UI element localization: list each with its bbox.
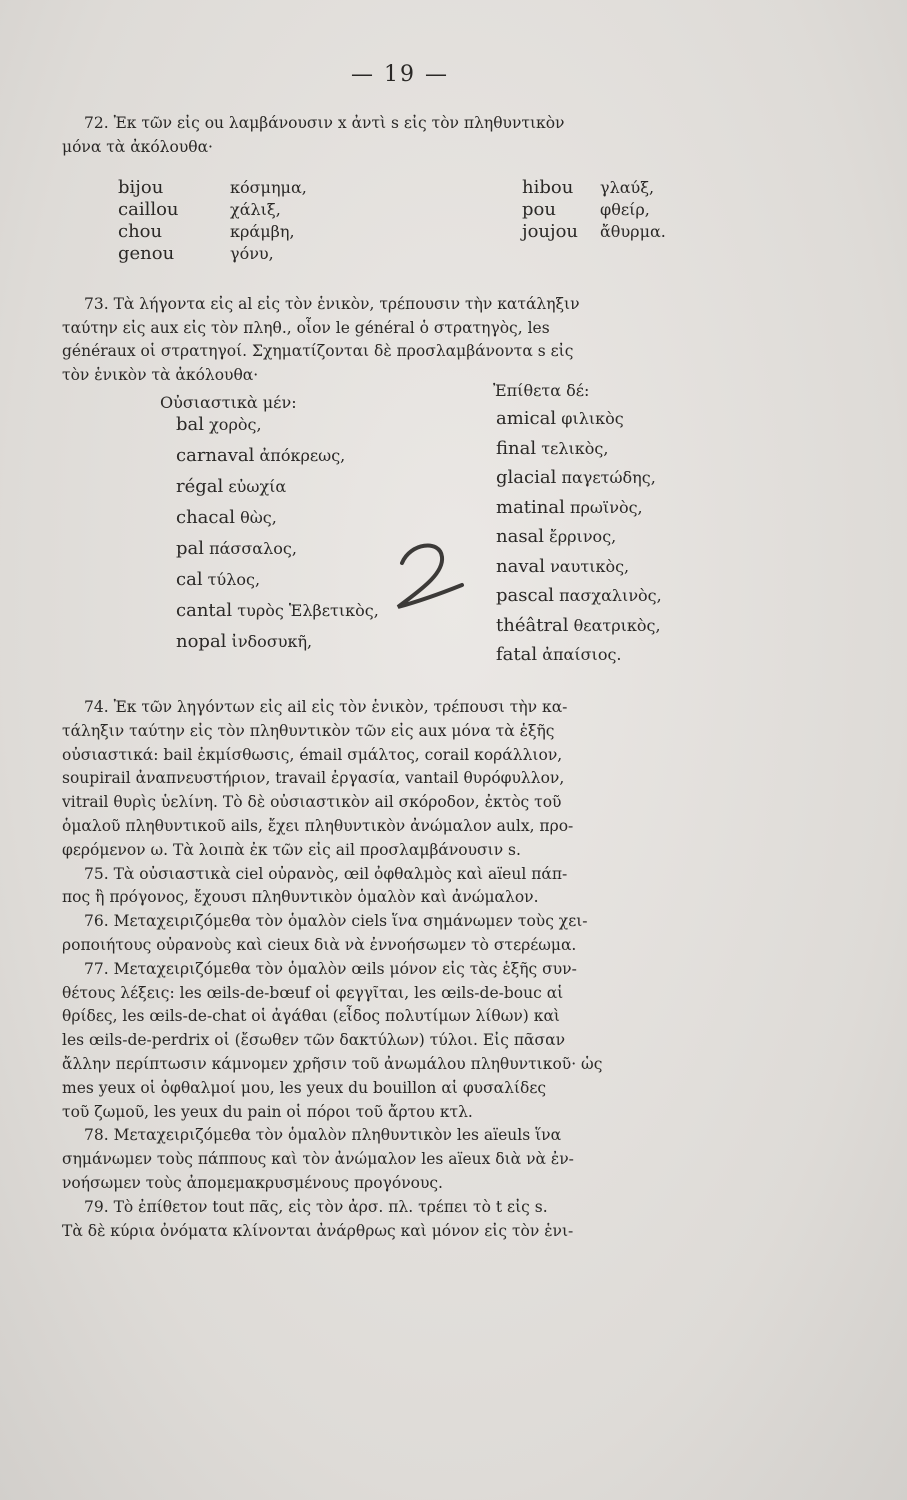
list-item: fatal ἀπαίσιος.	[496, 644, 622, 665]
text-line: 74. Ἐκ τῶν ληγόντων εἰς ail εἰς τὸν ἑνικὸν, τρέπουσι τὴν κα-	[84, 698, 568, 716]
text-line: τὸν ἑνικὸν τὰ ἀκόλουθα·	[62, 365, 259, 384]
adjectives-list	[496, 408, 662, 674]
list-item: cantal τυρὸς Ἑλβετικὸς,	[176, 600, 379, 621]
text-line: 77. Μεταχειριζόμεθα τὸν ὁμαλὸν œils μόνον εἰς τὰς ἑξῆς συν-	[84, 959, 577, 978]
adjectives-header: Ἐπίθετα δέ:	[493, 381, 590, 400]
text-line: τοῦ ζωμοῦ, les yeux du pain οἱ πόροι τοῦ ἄρτου κτλ.	[62, 1102, 473, 1121]
text-line: ἄλλην περίπτωσιν κάμνομεν χρῆσιν τοῦ ἀνωμάλου πληθυντικοῦ· ὡς	[62, 1054, 603, 1073]
text-line: Τὰ δὲ κύρια ὀνόματα κλίνονται ἀνάρθρως καὶ μόνον εἰς τὸν ἑνι-	[62, 1221, 574, 1240]
list-item: amical φιλικὸς	[496, 408, 624, 429]
list-item: régal εὐωχία	[176, 476, 287, 497]
list-item: cal τύλος,	[176, 569, 261, 590]
text-line: mes yeux οἱ ὀφθαλμοί μου, les yeux du bouillon αἱ φυσαλίδες	[62, 1078, 547, 1097]
text-line: les œils-de-perdrix οἱ (ἔσωθεν τῶν δακτύλων) τύλοι. Εἰς πᾶσαν	[62, 1031, 565, 1050]
text-line: 73. Τὰ λήγοντα εἰς al εἰς τὸν ἑνικὸν, τρέπουσιν τὴν κατάληξιν	[84, 295, 580, 313]
nouns-list	[176, 414, 379, 662]
text-line: 75. Τὰ οὐσιαστικὰ ciel οὐρανὸς, œil ὀφθαλμὸς καὶ aïeul πάπ-	[84, 864, 568, 883]
list-item: nopal ἰνδοσυκῆ,	[176, 631, 313, 652]
text-line: 79. Τὸ ἐπίθετον tout πᾶς, εἰς τὸν ἀρσ. πλ. τρέπει τὸ t εἰς s.	[84, 1197, 548, 1216]
text-line: θρίδες, les œils-de-chat οἱ ἀγάθαι (εἶδος πολυτίμων λίθων) καὶ	[62, 1007, 560, 1026]
list-item: genou γόνυ,	[118, 243, 274, 264]
nouns-header: Οὐσιαστικὰ μέν:	[160, 393, 297, 412]
list-item: glacial παγετώδης,	[496, 467, 656, 488]
list-item: chacal θὼς,	[176, 507, 277, 528]
text-line: 72. Ἐκ τῶν εἰς ou λαμβάνουσιν x ἀντὶ s εἰς τὸν πληθυντικὸν	[84, 114, 565, 132]
text-line: νοήσωμεν τοὺς ἀπομεμακρυσμένους προγόνους.	[62, 1173, 443, 1192]
page-number: — 19 —	[351, 62, 449, 87]
list-item: joujou ἄθυρμα.	[522, 221, 666, 242]
list-item: théâtral θεατρικὸς,	[496, 614, 661, 636]
handwritten-pencil-mark	[380, 535, 480, 625]
text-line: θέτους λέξεις: les œils-de-bœuf οἱ φεγγῖται, les œils-de-bouc αἱ	[62, 983, 564, 1002]
text-line: οὐσιαστικά: bail ἐκμίσθωσις, émail σμάλτος, corail κοράλλιον,	[62, 745, 563, 764]
text-line: φερόμενον ω. Τὰ λοιπὰ ἐκ τῶν εἰς ail προσλαμβάνουσιν s.	[62, 840, 521, 859]
word-list-72-left	[118, 177, 307, 265]
list-item: bijou κόσμημα,	[118, 177, 307, 198]
list-item: final τελικὸς,	[496, 437, 609, 459]
section-73-text	[62, 293, 767, 387]
list-item: nasal ἔρρινος,	[496, 526, 617, 547]
text-line: soupirail ἀναπνευστήριον, travail ἐργασία, vantail θυρόφυλλον,	[62, 769, 565, 788]
text-line: 76. Μεταχειριζόμεθα τὸν ὁμαλὸν ciels ἵνα σημάνωμεν τοὺς χει-	[84, 912, 588, 931]
list-item: carnaval ἀπόκρεως,	[176, 445, 346, 466]
list-item: hibou γλαύξ,	[522, 177, 655, 198]
list-item: caillou χάλιξ,	[118, 199, 281, 220]
sections-74-79-text	[62, 696, 767, 1243]
list-item: bal χορὸς,	[176, 414, 262, 435]
text-line: ταύτην εἰς aux εἰς τὸν πληθ., οἷον le général ὁ στρατηγὸς, les	[62, 318, 550, 337]
text-line: τάληξιν ταύτην εἰς τὸν πληθυντικὸν τῶν εἰς aux μόνα τὰ ἑξῆς	[62, 721, 555, 740]
list-item: naval ναυτικὸς,	[496, 555, 630, 577]
list-item: matinal πρωϊνὸς,	[496, 496, 643, 518]
text-line: μόνα τὰ ἀκόλουθα·	[62, 137, 213, 156]
text-line: πος ἢ πρόγονος, ἔχουσι πληθυντικὸν ὁμαλὸν καὶ ἀνώμαλον.	[62, 888, 539, 907]
list-item: chou κράμβη,	[118, 221, 295, 242]
text-line: vitrail θυρὶς ὑελίνη. Τὸ δὲ οὐσιαστικὸν ail σκόροδον, ἐκτὸς τοῦ	[62, 793, 562, 812]
text-line: σημάνωμεν τοὺς πάππους καὶ τὸν ἀνώμαλον les aïeux διὰ νὰ ἐν-	[62, 1150, 574, 1169]
text-line: 78. Μεταχειριζόμεθα τὸν ὁμαλὸν πληθυντικὸν les aïeuls ἵνα	[84, 1126, 562, 1145]
word-list-72-right	[522, 177, 666, 243]
text-line: ὁμαλοῦ πληθυντικοῦ ails, ἔχει πληθυντικὸν ἀνώμαλον aulx, προ-	[62, 816, 574, 835]
text-line: généraux οἱ στρατηγοί. Σχηματίζονται δὲ προσλαμβάνοντα s εἰς	[62, 342, 574, 360]
section-72-text	[62, 112, 767, 159]
list-item: pal πάσσαλος,	[176, 538, 297, 559]
list-item: pou φθείρ,	[522, 199, 650, 220]
list-item: pascal πασχαλινὸς,	[496, 585, 662, 606]
text-line: ροποιήτους οὐρανοὺς καὶ cieux διὰ νὰ ἐννοήσωμεν τὸ στερέωμα.	[62, 935, 577, 954]
